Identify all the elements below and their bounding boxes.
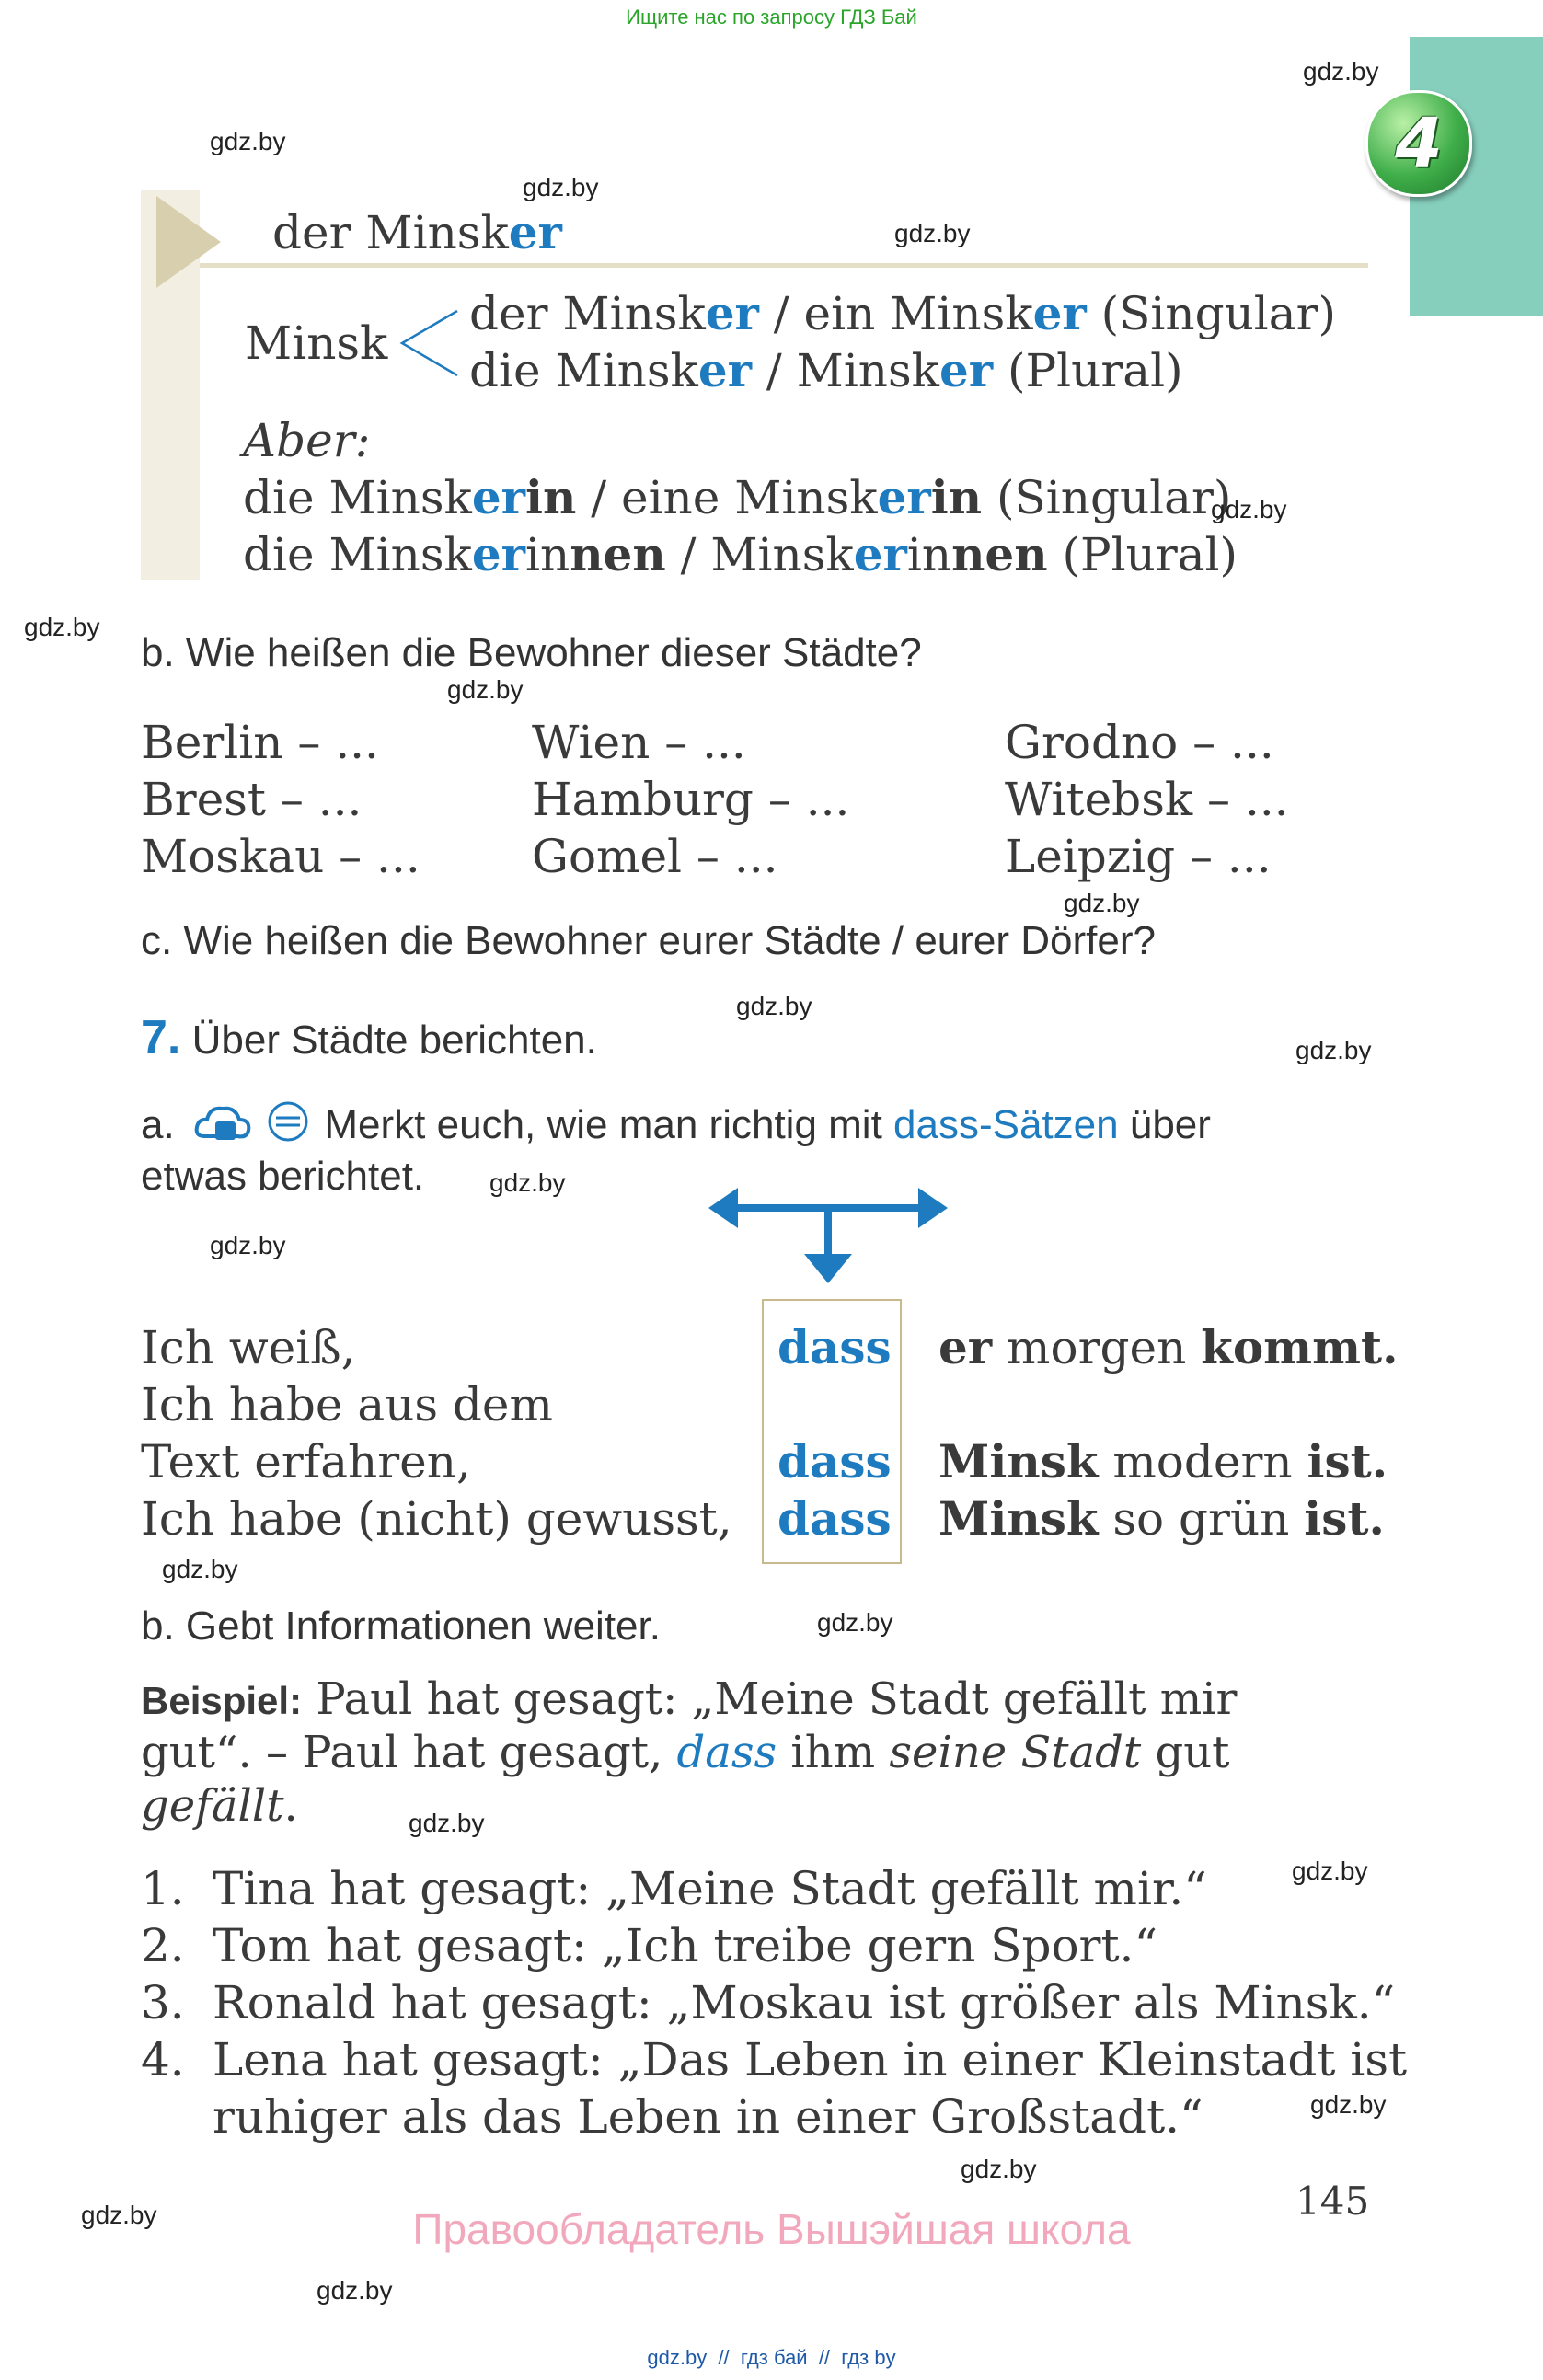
- exercise-number: 7.: [141, 1011, 181, 1064]
- statement-item: 1. Tina hat gesagt: „Meine Stadt gefällt mir.“: [141, 1862, 1207, 1915]
- footer-links[interactable]: gdz.by // гдз бай // гдз by: [647, 2346, 896, 2369]
- city-cell: Berlin – ...: [141, 716, 379, 769]
- task-7a-line2: etwas berichtet.: [141, 1154, 425, 1199]
- main-clause: Text erfahren,: [141, 1435, 471, 1489]
- statement-item: 4. Lena hat gesagt: „Das Leben in einer Kleinstadt ist: [141, 2033, 1408, 2087]
- rule-aber: Aber:: [243, 414, 371, 467]
- watermark: gdz.by: [1064, 889, 1140, 917]
- watermark: gdz.by: [523, 173, 599, 201]
- task-b-title: b. Wie heißen die Bewohner dieser Städte?: [141, 630, 922, 675]
- top-search-link[interactable]: Ищите нас по запросу ГДЗ Бай: [626, 6, 917, 29]
- city-cell: Witebsk – ...: [1005, 773, 1289, 826]
- rule-city: Minsk: [245, 316, 388, 370]
- watermark: gdz.by: [1292, 1857, 1368, 1885]
- rule-title-suffix: er: [508, 205, 562, 259]
- city-cell: Hamburg – ...: [532, 773, 850, 826]
- statement-item: 3. Ronald hat gesagt: „Moskau ist größer als Minsk.“: [141, 1976, 1396, 2029]
- watermark: gdz.by: [210, 1231, 286, 1259]
- task-7a-line1: a. Merkt euch, wie man richtig mit dass-Sätzen über: [141, 1099, 1211, 1156]
- speech-icon: [265, 1099, 313, 1156]
- dass-conj: dass: [777, 1434, 892, 1489]
- watermark: gdz.by: [817, 1608, 893, 1637]
- rule-box-underline: [200, 263, 1368, 268]
- rule-title-stem: der Minsk: [272, 206, 509, 259]
- dass-conj: dass: [777, 1320, 892, 1374]
- city-cell: Wien – ...: [532, 716, 746, 769]
- example-label: Beispiel:: [141, 1679, 303, 1722]
- city-cell: Gomel – ...: [532, 830, 778, 883]
- watermark: gdz.by: [210, 127, 286, 155]
- dass-saetze-highlight: dass-Sätzen: [893, 1102, 1119, 1148]
- task-c-title: c. Wie heißen die Bewohner eurer Städte / eurer Dörfer?: [141, 918, 1156, 963]
- watermark: gdz.by: [489, 1168, 566, 1197]
- watermark: gdz.by: [1295, 1036, 1372, 1064]
- chapter-number: 4: [1395, 104, 1443, 183]
- rule-fem-singular: die Minskerin / eine Minskerin (Singular): [243, 470, 1232, 524]
- watermark: gdz.by: [447, 675, 524, 704]
- rule-title: [272, 204, 562, 261]
- watermark: gdz.by: [409, 1809, 485, 1837]
- chapter-badge: [1365, 90, 1472, 197]
- watermark: gdz.by: [961, 2155, 1037, 2183]
- copyright-notice: Правообладатель Вышэйшая школа: [412, 2205, 1131, 2253]
- sub-clause: Minsk so grün ist.: [938, 1491, 1385, 1546]
- split-arrow-diagram: [708, 1182, 948, 1288]
- example-line-1: Beispiel: Paul hat gesagt: „Meine Stadt gefällt mir: [141, 1673, 1238, 1725]
- sub-clause: er morgen kommt.: [938, 1320, 1399, 1374]
- branch-bracket: [397, 306, 462, 380]
- rule-singular: der Minsker / ein Minsker (Singular): [469, 286, 1336, 340]
- statement-item: 2. Tom hat gesagt: „Ich treibe gern Sport.“: [141, 1919, 1158, 1972]
- main-clause: Ich habe aus dem: [141, 1378, 553, 1431]
- page-number: 145: [1295, 2179, 1370, 2224]
- example-line-2: gut“. – Paul hat gesagt, dass ihm seine Stadt gut: [141, 1727, 1230, 1778]
- dass-conj: dass: [777, 1491, 892, 1546]
- watermark: gdz.by: [736, 992, 812, 1020]
- rule-plural: die Minsker / Minsker (Plural): [469, 343, 1183, 397]
- main-clause: Ich habe (nicht) gewusst,: [141, 1492, 732, 1546]
- rule-fem-plural: die Minskerinnen / Minskerinnen (Plural): [243, 527, 1238, 581]
- exercise-7-heading: [141, 1010, 597, 1065]
- rule-box-arrow: [152, 191, 225, 293]
- city-cell: Leipzig – ...: [1005, 830, 1272, 883]
- watermark: gdz.by: [894, 219, 971, 247]
- city-cell: Grodno – ...: [1005, 716, 1274, 769]
- watermark: gdz.by: [1310, 2090, 1387, 2119]
- watermark: gdz.by: [1303, 57, 1379, 86]
- sub-clause: Minsk modern ist.: [938, 1434, 1388, 1489]
- main-clause: Ich weiß,: [141, 1321, 356, 1374]
- watermark: gdz.by: [162, 1555, 238, 1583]
- city-cell: Moskau – ...: [141, 830, 420, 883]
- watermark: gdz.by: [81, 2201, 157, 2229]
- watermark: gdz.by: [24, 613, 100, 641]
- watermark: gdz.by: [1211, 495, 1287, 523]
- task-7a-label: a.: [141, 1102, 175, 1148]
- example-line-3: gefällt.: [141, 1780, 298, 1832]
- task-7b-title: b. Gebt Informationen weiter.: [141, 1604, 661, 1649]
- exercise-title: Über Städte berichten.: [191, 1018, 597, 1063]
- cloud-listen-icon: [193, 1099, 254, 1156]
- watermark: gdz.by: [317, 2276, 393, 2305]
- city-cell: Brest – ...: [141, 773, 363, 826]
- statement-item-continued: ruhiger als das Leben in einer Großstadt.“: [213, 2090, 1203, 2144]
